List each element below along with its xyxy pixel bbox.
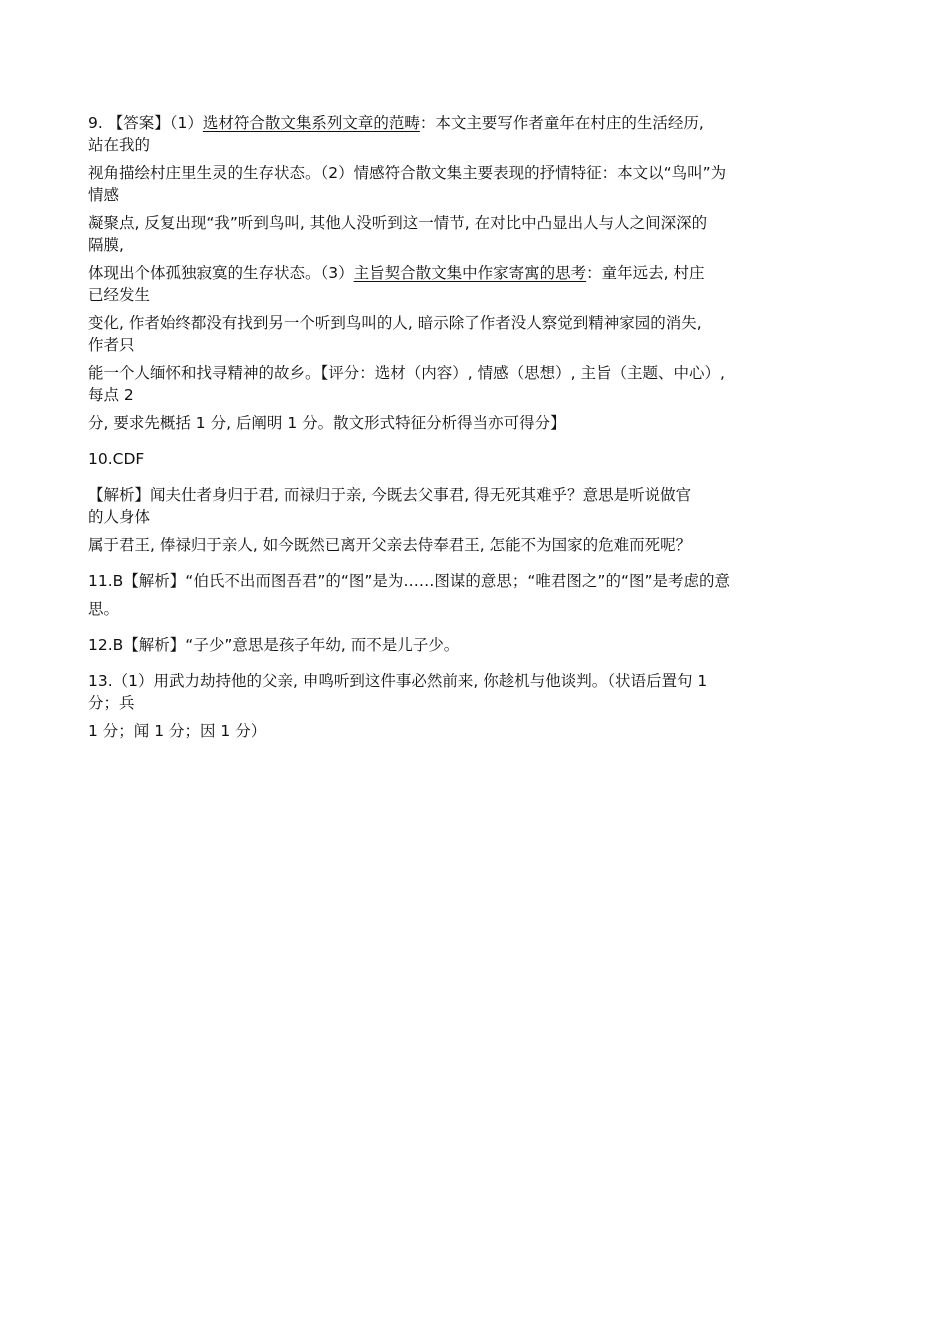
answer-q9	[88, 112, 878, 434]
q9-underlined-point3: 主旨契合散文集中作家寄寓的思考	[353, 264, 587, 282]
q9-line7: 分, 要求先概括 1 分, 后阐明 1 分。散文形式特征分析得当亦可得分】	[88, 414, 566, 432]
q13-line1	[88, 670, 878, 714]
q11-line1: 11.B【解析】“伯氏不出而图吾君”的“图”是为……图谋的意思；“唯君图之”的“图”是考虑的意	[88, 572, 731, 590]
q9-line6-wrap: 每点 2	[88, 386, 134, 404]
q10-line2: 属于君王, 俸禄归于亲人, 如今既然已离开父亲去侍奉君王, 怎能不为国家的危难而死呢？	[88, 536, 692, 554]
answer-q12	[88, 634, 878, 656]
q9-line5-wrap: 作者只	[88, 336, 135, 354]
q13-line1-wrap: 分；兵	[88, 694, 135, 712]
q10-line1-wrap: 的人身体	[88, 508, 151, 526]
q9-line1	[88, 112, 878, 156]
q10-line1	[88, 484, 878, 528]
q12-line1: 12.B【解析】“子少”意思是孩子年幼, 而不是儿子少。	[88, 636, 460, 654]
answer-q11	[88, 570, 878, 620]
q9-line5-text: 变化, 作者始终都没有找到另一个听到鸟叫的人, 暗示除了作者没人察觉到精神家园的消失,	[88, 314, 702, 332]
q9-line1-text: 9. 【答案】（1）	[88, 114, 203, 132]
answer-q13	[88, 670, 878, 742]
q9-line4	[88, 262, 878, 306]
q13-line1-text: 13.（1）用武力劫持他的父亲, 申鸣听到这件事必然前来, 你趁机与他谈判。（状语后置句 1	[88, 672, 708, 690]
q9-line3-wrap: 隔膜,	[88, 236, 124, 254]
q9-line1-wrap: 站在我的	[88, 136, 151, 154]
q9-line4-text-b: ：童年远去, 村庄	[586, 264, 705, 282]
q10-line1-text: 【解析】闻夫仕者身归于君, 而禄归于亲, 今既去父事君, 得无死其难乎？意思是听说做官	[88, 486, 692, 504]
q9-line4-text: 体现出个体孤独寂寞的生存状态。（3）	[88, 264, 354, 282]
q13-line2: 1 分；闻 1 分；因 1 分）	[88, 722, 267, 740]
q9-line3	[88, 212, 878, 256]
q9-line2-wrap: 情感	[88, 186, 120, 204]
q9-line6	[88, 362, 878, 406]
q9-line1-text-b: ：本文主要写作者童年在村庄的生活经历,	[419, 114, 704, 132]
q11-line2: 思。	[88, 600, 120, 618]
q9-line2-text: 视角描绘村庄里生灵的生存状态。（2）情感符合散文集主要表现的抒情特征：本文以“鸟叫”为	[88, 164, 727, 182]
answer-q10	[88, 448, 878, 556]
q9-line3-text: 凝聚点, 反复出现“我”听到鸟叫, 其他人没听到这一情节, 在对比中凸显出人与人之间深深的	[88, 214, 708, 232]
q9-line2	[88, 162, 878, 206]
q9-line5	[88, 312, 878, 356]
q10-answer: 10.CDF	[88, 450, 145, 468]
q9-line4-wrap: 已经发生	[88, 286, 151, 304]
answer-document	[88, 112, 878, 742]
q9-line6-text: 能一个人缅怀和找寻精神的故乡。【评分：选材（内容）, 情感（思想）, 主旨（主题、中心）,	[88, 364, 725, 382]
q9-underlined-point1: 选材符合散文集系列文章的范畴	[202, 114, 420, 132]
